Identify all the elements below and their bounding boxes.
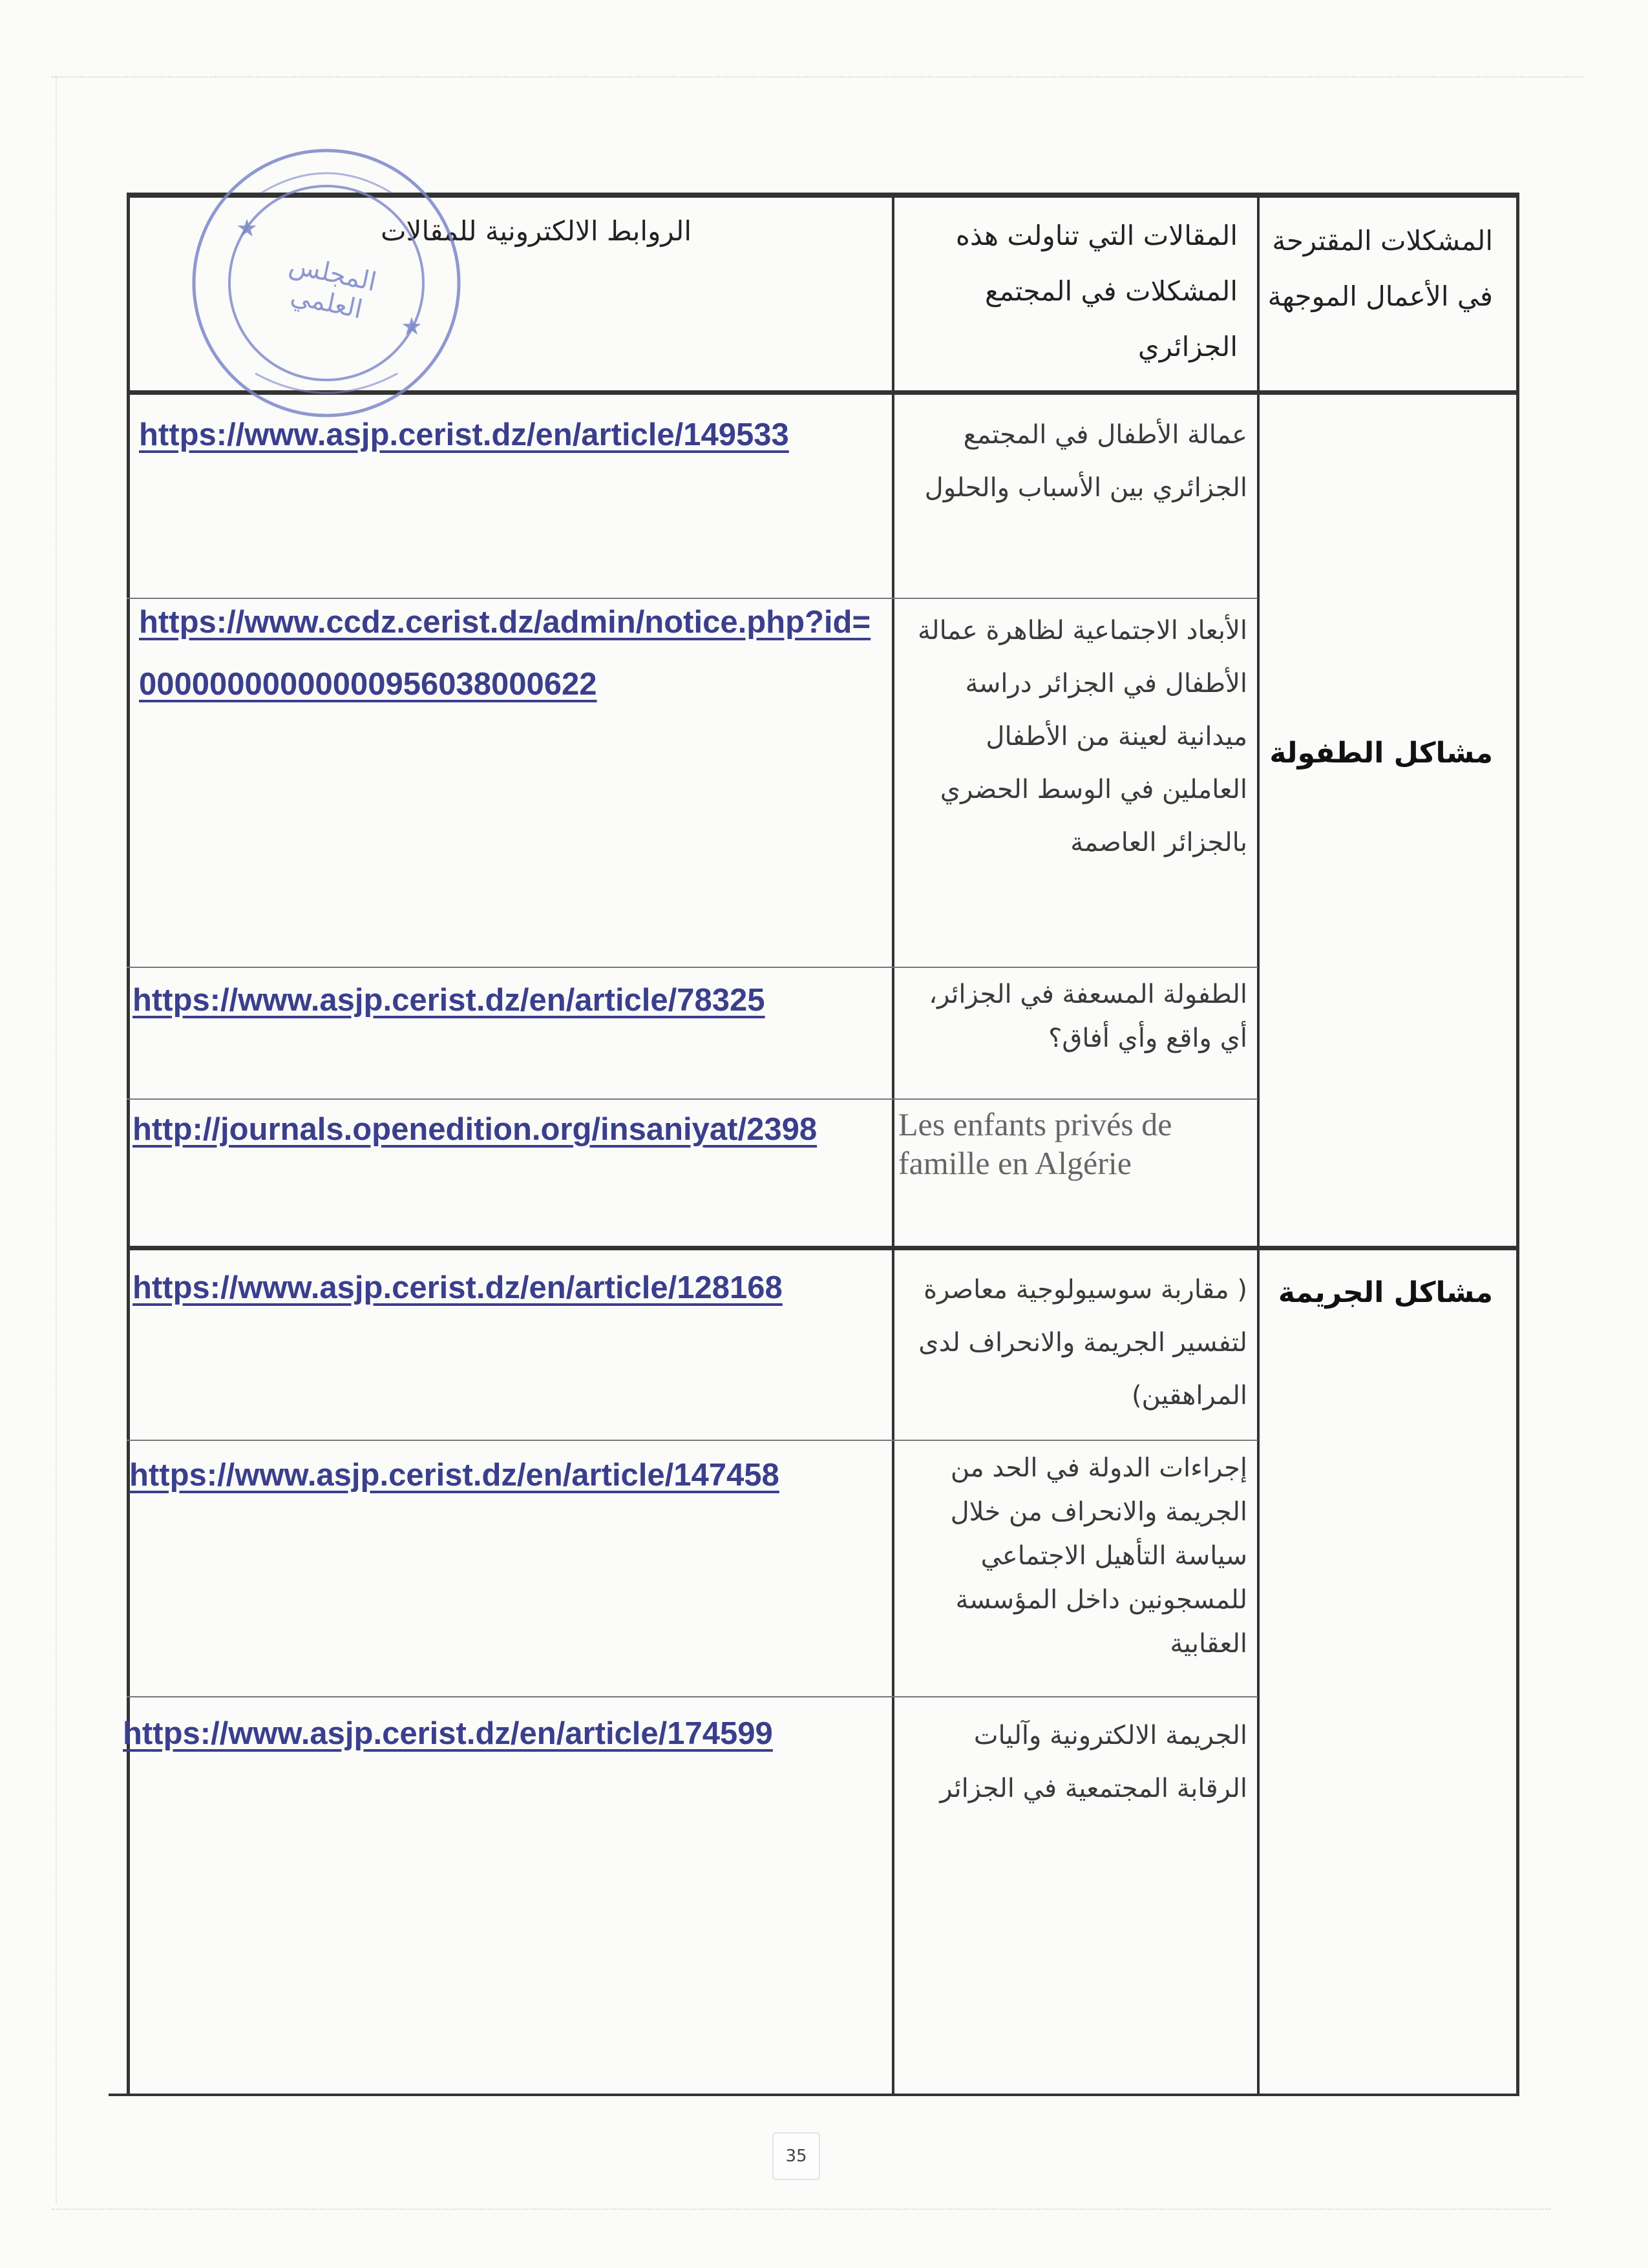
table-right-border [1516, 193, 1519, 2096]
article-title: Les enfants privés de famille en Algérie [898, 1106, 1172, 1181]
problem-crime: مشاكل الجريمة [1278, 1276, 1493, 1309]
article-link[interactable]: https://www.asjp.cerist.dz/en/article/128168 [132, 1270, 783, 1305]
page-number: 35 [772, 2132, 820, 2180]
article-title: الطفولة المسعفة في الجزائر، أي واقع وأي أفاق؟ [929, 980, 1247, 1053]
header-problems: المشكلات المقترحة في الأعمال الموجهة [1267, 225, 1493, 312]
row-divider [127, 1696, 1258, 1697]
group-divider [127, 1246, 1519, 1250]
article-link[interactable]: https://www.asjp.cerist.dz/en/article/147458 [129, 1458, 779, 1493]
article-link[interactable]: https://www.asjp.cerist.dz/en/article/174599 [123, 1716, 773, 1751]
article-title: الجريمة الالكترونية وآليات الرقابة المجتمعية في الجزائر [940, 1721, 1247, 1803]
article-title: إجراءات الدولة في الحد من الجريمة والانحراف من خلال سياسة التأهيل الاجتماعي للمسجونين داخل المؤسسة العقابية [950, 1453, 1247, 1659]
article-link[interactable]: https://www.asjp.cerist.dz/en/article/149533 [139, 417, 789, 452]
row-divider [127, 1440, 1258, 1441]
col-divider-articles [1257, 193, 1260, 2096]
article-title: عمالة الأطفال في المجتمع الجزائري بين الأسباب والحلول [924, 420, 1247, 503]
header-links: الروابط الالكترونية للمقالات [381, 215, 692, 247]
col-divider-links [892, 193, 894, 2096]
article-link[interactable]: https://www.asjp.cerist.dz/en/article/78325 [132, 983, 765, 1018]
row-divider [127, 967, 1258, 968]
article-link[interactable]: https://www.ccdz.cerist.dz/admin/notice.php?id=00000000000000956038000622 [139, 605, 871, 702]
table-bottom-border [109, 2094, 1519, 2096]
scan-edge-bottom [52, 2209, 1551, 2212]
svg-text:★: ★ [236, 214, 259, 242]
table-left-border [127, 193, 130, 2096]
problem-childhood: مشاكل الطفولة [1269, 737, 1493, 770]
svg-text:★: ★ [401, 312, 423, 341]
stamp-text: المجلس العلمي [286, 249, 379, 325]
article-title: ( مقاربة سوسيولوجية معاصرة لتفسير الجريمة والانحراف لدى المراهقين) [918, 1275, 1247, 1411]
article-link[interactable]: http://journals.openedition.org/insaniyat/2398 [132, 1112, 818, 1147]
article-title: الأبعاد الاجتماعية لظاهرة عمالة الأطفال في الجزائر دراسة ميدانية لعينة من الأطفال العاملين في الوسط الحضري بالجزائر العاصمة [917, 616, 1247, 857]
header-articles: المقالات التي تناولت هذه المشكلات في المجتمع الجزائري [955, 220, 1238, 362]
